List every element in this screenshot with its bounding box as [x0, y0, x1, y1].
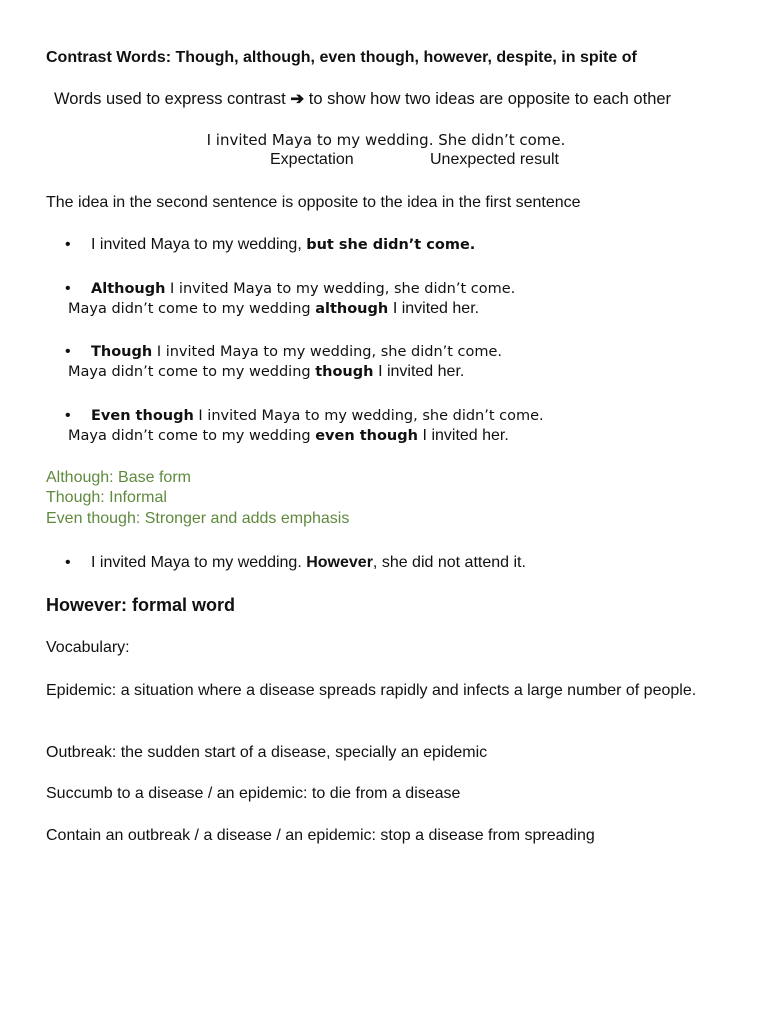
note-even-though: Even though: Stronger and adds emphasis — [46, 510, 350, 527]
bullet-but — [91, 235, 475, 255]
although-line2-start: Maya didn’t come to my wedding — [68, 301, 311, 317]
vocab-contain: Contain an outbreak / a disease / an epidemic: stop a disease from spreading — [46, 827, 595, 844]
although-line2-end: I invited her. — [392, 300, 480, 317]
though-line2-end: I invited her. — [378, 363, 465, 380]
even-though-line2-bold: even though — [315, 428, 418, 444]
section-heading: However: formal word — [46, 595, 236, 615]
bullet-however-text: I invited Maya to my wedding. — [91, 554, 302, 571]
document-title: Contrast Words: Though, although, even though, however, despite, in spite of — [46, 49, 637, 66]
though-second-line — [68, 362, 464, 382]
bullet-though-text: I invited Maya to my wedding, she didn’t come. — [156, 344, 503, 360]
even-though-line2-start: Maya didn’t come to my wedding — [68, 428, 311, 444]
bullet-even-though-text: I invited Maya to my wedding, she didn’t come. — [198, 408, 544, 424]
bullet-dot: • — [65, 343, 71, 360]
bullet-though-bold: Though — [91, 344, 153, 360]
bullet-dot: • — [65, 236, 71, 253]
vocab-succumb: Succumb to a disease / an epidemic: to die from a disease — [46, 785, 461, 802]
label-unexpected-result: Unexpected result — [430, 151, 559, 168]
bullet-even-though — [91, 406, 544, 426]
though-line2-start: Maya didn’t come to my wedding — [68, 364, 311, 380]
note-although: Although: Base form — [46, 469, 191, 486]
although-second-line — [68, 299, 479, 319]
bullet-however — [91, 553, 526, 573]
bullet-although-bold: Although — [91, 281, 166, 297]
bullet-although — [91, 279, 515, 299]
example-sentence — [2, 130, 768, 150]
bullet-however-bold: However — [306, 554, 373, 571]
bullet-although-text: I invited Maya to my wedding, she didn’t come. — [170, 281, 516, 297]
bullet-even-though-bold: Even though — [91, 408, 194, 424]
label-expectation: Expectation — [270, 151, 354, 168]
bullet-though — [91, 342, 502, 362]
intro-text-start: Words used to express contrast — [54, 90, 286, 108]
example-sentence-part2: . She didn’t come. — [428, 131, 566, 149]
note-though: Though: Informal — [46, 489, 167, 506]
even-though-line2-end: I invited her. — [422, 427, 509, 444]
bullet-dot: • — [65, 407, 71, 424]
intro-text-end: to show how two ideas are opposite to each other — [308, 90, 672, 108]
intro-line — [54, 89, 671, 109]
vocabulary-label: Vocabulary: — [46, 639, 130, 656]
although-line2-bold: although — [315, 301, 389, 317]
vocab-outbreak: Outbreak: the sudden start of a disease, specially an epidemic — [46, 744, 488, 761]
example-sentence-part1: I invited Maya to my wedding — [206, 131, 429, 149]
arrow-right-icon: ➔ — [290, 90, 305, 108]
bullet-dot: • — [65, 554, 71, 571]
bullet-dot: • — [65, 280, 71, 297]
though-line2-bold: though — [315, 364, 374, 380]
bullet-but-text: I invited Maya to my wedding, — [91, 236, 302, 253]
bullet-but-bold: but she didn’t come. — [306, 237, 476, 253]
explanation-text: The idea in the second sentence is opposite to the idea in the first sentence — [46, 194, 581, 211]
even-though-second-line — [68, 426, 509, 446]
vocab-epidemic: Epidemic: a situation where a disease spreads rapidly and infects a large number of people. — [46, 682, 697, 699]
bullet-however-end: , she did not attend it. — [372, 554, 526, 571]
